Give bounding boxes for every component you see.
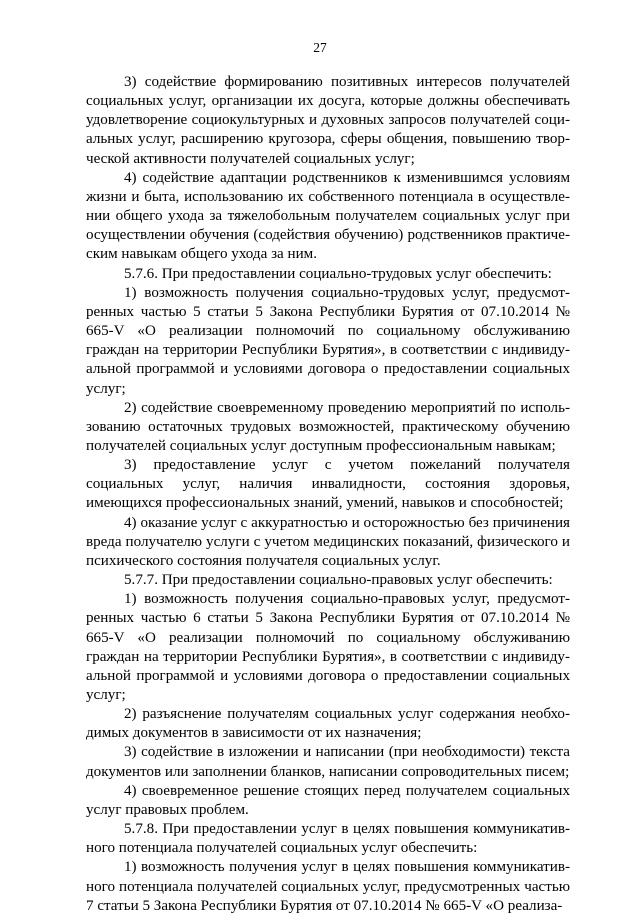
paragraph-item-4-adaptation: 4) содействие адаптации родственников к изменившимся условиям жизни и быта, использованию их собственного потенциала в осуществлении общего ухода за тяжелобольным получателем социальных услуг при осуществлении обучения (содействия обучению) родственников практическим навыкам общего ухода за ним. [86, 169, 570, 263]
paragraph-item-3-leisure: 3) содействие формированию позитивных интересов получателей социальных услуг, организации их досуга, которые должны обеспечивать удовлетворение социокультурных и духовных запросов получателей социальных услуг, расширению кругозора, сферы общения, повышению творческой активности получателей социальных услуг; [86, 74, 570, 167]
paragraph-labor-item-2: 2) содействие своевременному проведению мероприятий по использованию остаточных трудовых возможностей, практическому обучению получателей социальных услуг доступным профессиональным навыкам; [86, 399, 570, 454]
paragraph-labor-item-3: 3) предоставление услуг с учетом пожеланий получателя социальных услуг, наличия инвалидности, состояния здоровья, имеющихся профессиональных знаний, умений, навыков и способностей; [86, 457, 570, 512]
page-number: 27 [313, 40, 327, 55]
paragraph-labor-item-1: 1) возможность получения социально-трудовых услуг, предусмотренных частью 5 статьи 5 Закона Республики Бурятия от 07.10.2014 № 665-V «О реализации полномочий по социальному обслуживанию граждан на территории Республики Бурятия», в соответствии с индивидуальной программой и условиями договора о предоставлении социальных услуг; [86, 284, 570, 397]
paragraph-legal-item-3: 3) содействие в изложении и написании (при необходимости) текста документов или заполнении бланков, написании сопроводительных писем; [86, 744, 570, 780]
paragraph-labor-item-4: 4) оказание услуг с аккуратностью и осторожностью без причинения вреда получателю услуги с учетом медицинских показаний, физического и психического состояния получателя социальных услуг. [86, 514, 570, 569]
paragraph-communication-item-1: 1) возможность получения услуг в целях повышения коммуникативного потенциала получателей социальных услуг, предусмотренных частью 7 статьи 5 Закона Республики Бурятия от 07.10.2014 № 665-V «О реализа- [86, 859, 570, 914]
section-heading-5-7-8: 5.7.8. При предоставлении услуг в целях повышения коммуникативного потенциала получателей социальных услуг обеспечить: [86, 821, 570, 857]
paragraph-legal-item-1: 1) возможность получения социально-правовых услуг, предусмотренных частью 6 статьи 5 Закона Республики Бурятия от 07.10.2014 № 665-V «О реализации полномочий по социальному обслуживанию граждан на территории Республики Бурятия», в соответствии с индивидуальной программой и условиями договора о предоставлении социальных услуг; [86, 591, 570, 703]
paragraph-legal-item-4: 4) своевременное решение стоящих перед получателем социальных услуг правовых проблем. [86, 782, 570, 818]
paragraph-legal-item-2: 2) разъяснение получателям социальных услуг содержания необходимых документов в зависимости от их назначения; [86, 706, 570, 742]
section-heading-5-7-7: 5.7.7. При предоставлении социально-правовых услуг обеспечить: [124, 572, 553, 589]
document-body [86, 73, 570, 916]
section-heading-5-7-6: 5.7.6. При предоставлении социально-трудовых услуг обеспечить: [124, 265, 552, 282]
